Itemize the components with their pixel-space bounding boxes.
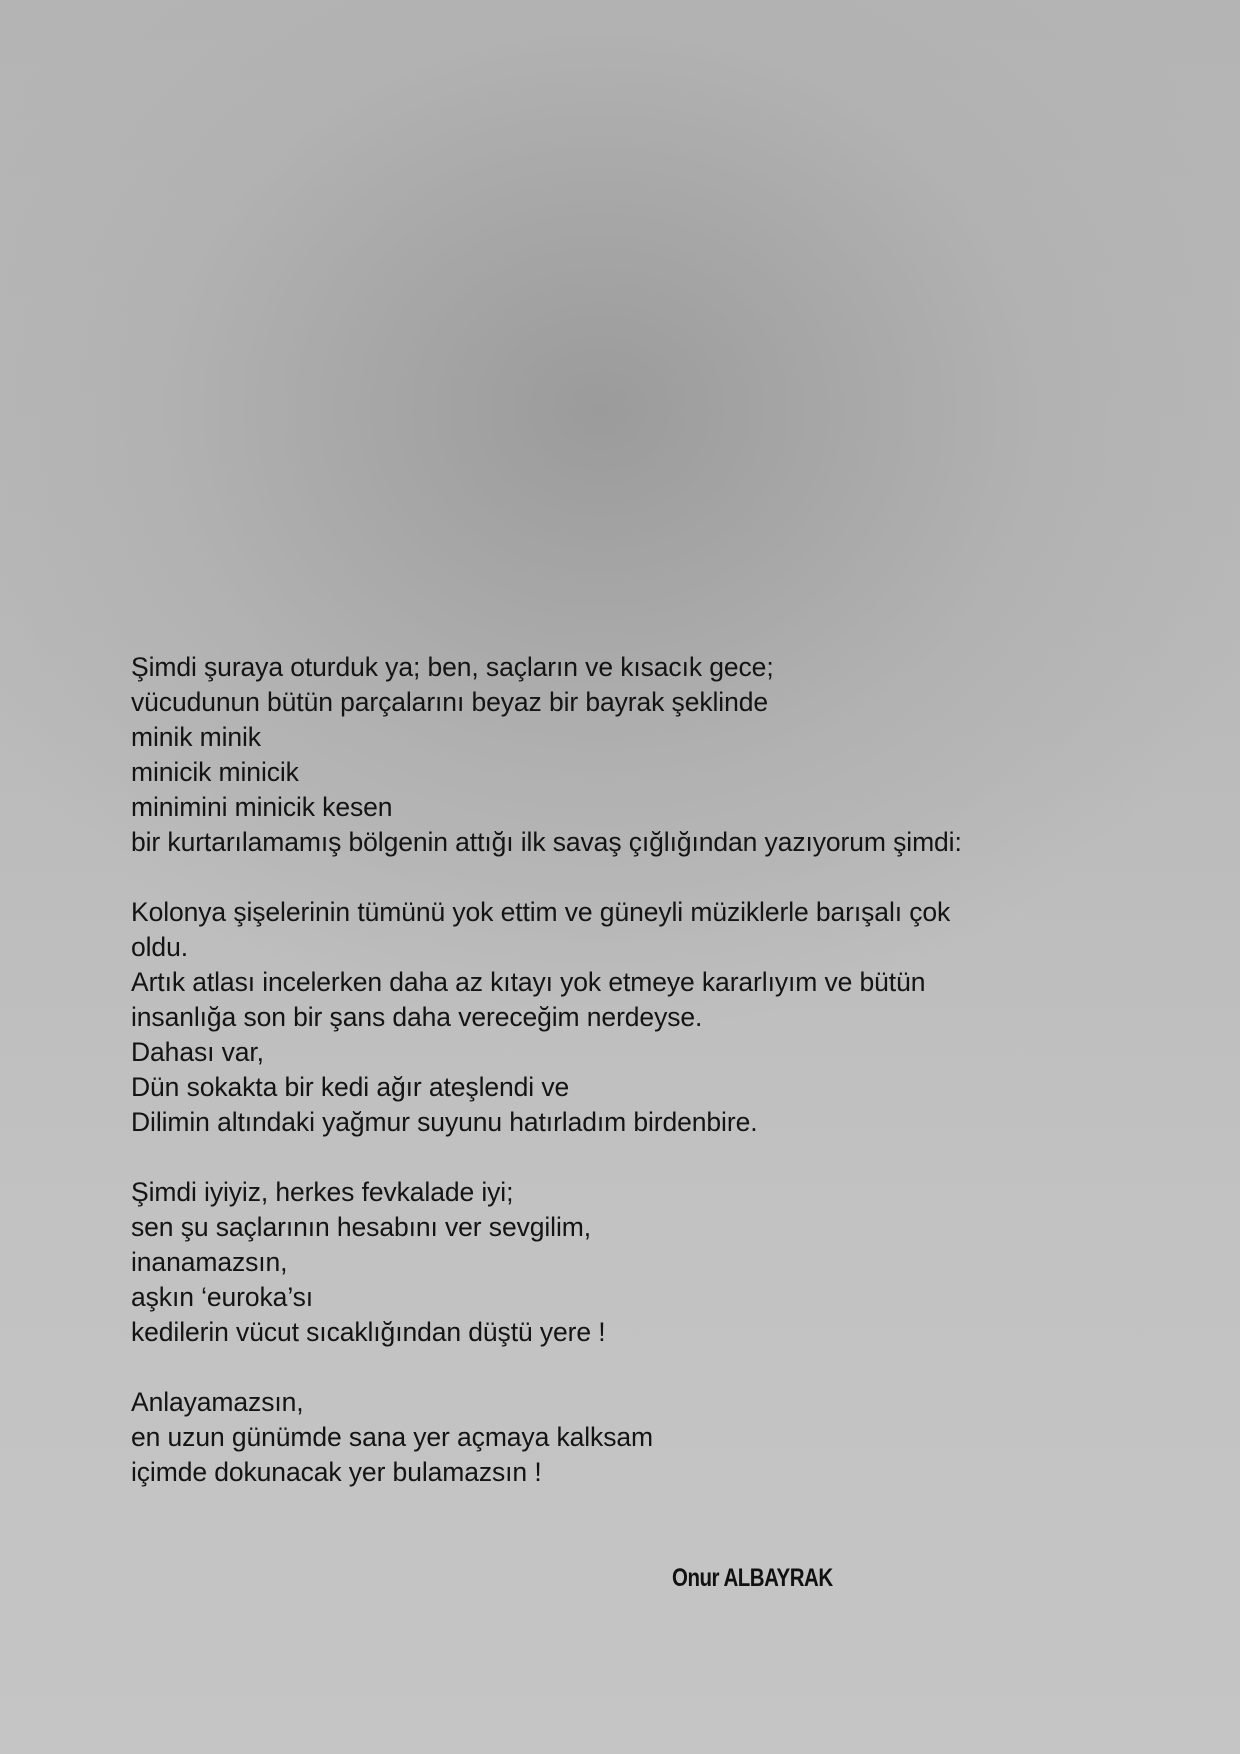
- poem-line: oldu.: [131, 932, 188, 962]
- poem-line: Artık atlası incelerken daha az kıtayı yok etmeye kararlıyım ve bütün: [131, 967, 926, 997]
- poem-line: Dilimin altındaki yağmur suyunu hatırladım birdenbire.: [131, 1107, 758, 1137]
- poem-line: Şimdi şuraya oturduk ya; ben, saçların ve kısacık gece;: [131, 652, 774, 682]
- poem-line: Dahası var,: [131, 1037, 264, 1067]
- poem-line: minimini minicik kesen: [131, 792, 393, 822]
- poem-line: insanlığa son bir şans daha vereceğim nerdeyse.: [131, 1002, 703, 1032]
- poem-line: Anlayamazsın,: [131, 1387, 304, 1417]
- stanza-1: [131, 650, 1031, 860]
- poem-body: [131, 650, 1031, 1525]
- poem-line: minik minik: [131, 722, 261, 752]
- poem-line: Dün sokakta bir kedi ağır ateşlendi ve: [131, 1072, 570, 1102]
- stanza-3: [131, 1175, 1031, 1350]
- poem-line: Kolonya şişelerinin tümünü yok ettim ve güneyli müziklerle barışalı çok: [131, 897, 951, 927]
- poem-line: Şimdi iyiyiz, herkes fevkalade iyi;: [131, 1177, 514, 1207]
- poem-line: minicik minicik: [131, 757, 299, 787]
- poem-line: aşkın ‘euroka’sı: [131, 1282, 314, 1312]
- poem-line: kedilerin vücut sıcaklığından düştü yere !: [131, 1317, 606, 1347]
- poem-line: inanamazsın,: [131, 1247, 288, 1277]
- poem-line: bir kurtarılamamış bölgenin attığı ilk savaş çığlığından yazıyorum şimdi:: [131, 827, 962, 857]
- poem-line: sen şu saçlarının hesabını ver sevgilim,: [131, 1212, 591, 1242]
- stanza-4: [131, 1385, 1031, 1490]
- poem-line: vücudunun bütün parçalarını beyaz bir bayrak şeklinde: [131, 687, 768, 717]
- stanza-2: [131, 895, 1031, 1140]
- poem-line: içimde dokunacak yer bulamazsın !: [131, 1457, 542, 1487]
- poem-line: en uzun günümde sana yer açmaya kalksam: [131, 1422, 653, 1452]
- author-signature: Onur ALBAYRAK: [672, 1564, 833, 1592]
